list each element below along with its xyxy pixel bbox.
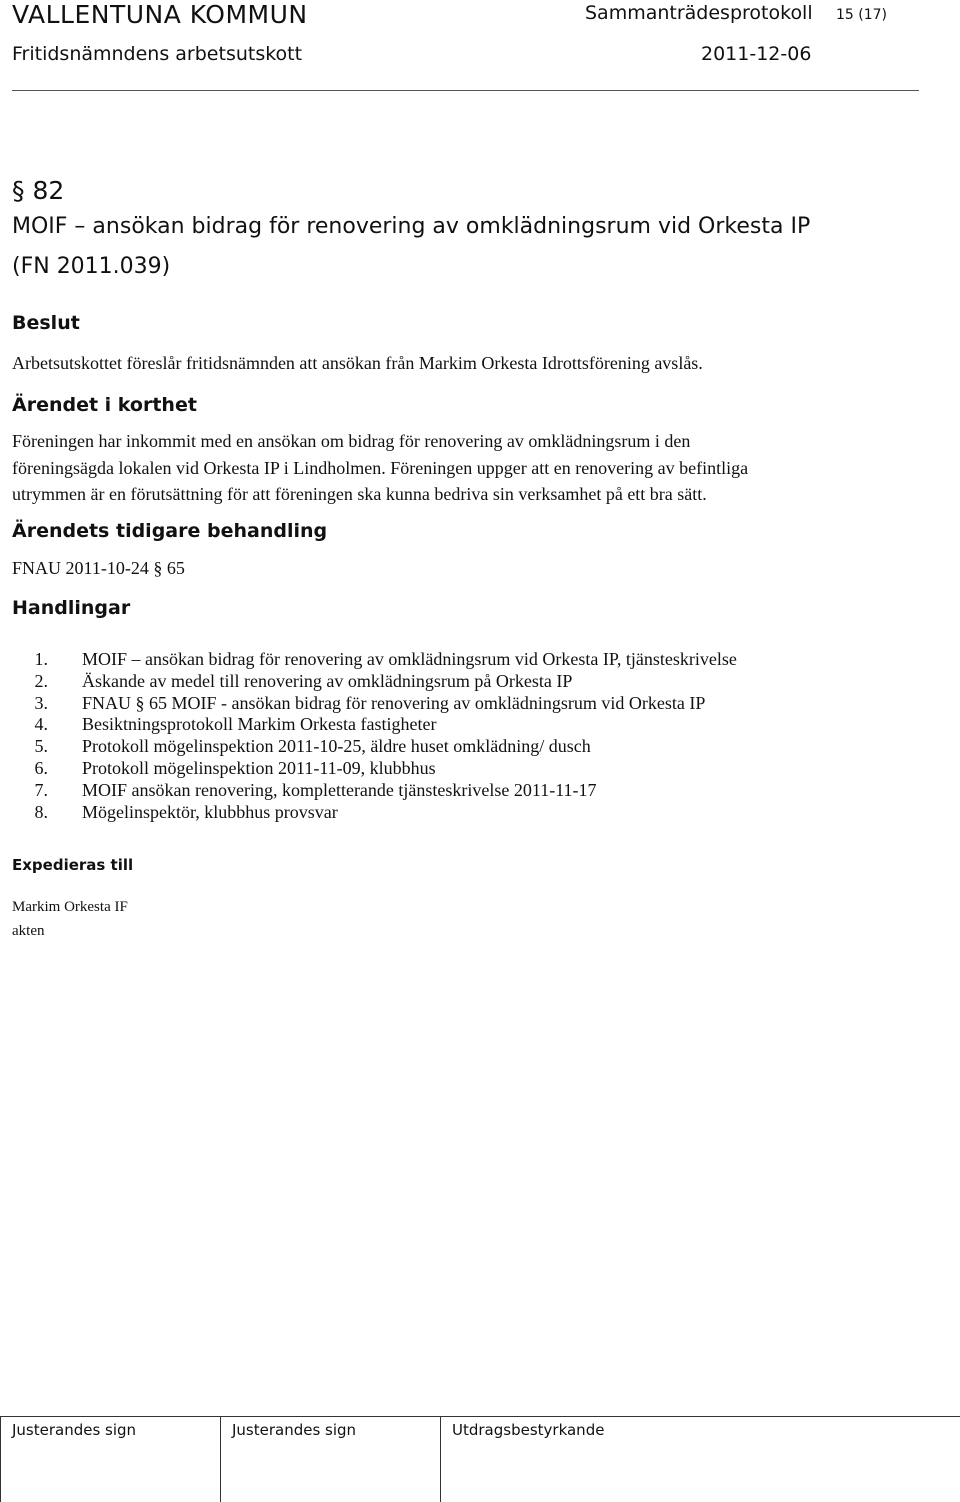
list-item-number: 1. — [34, 649, 48, 669]
list-item-number: 6. — [34, 757, 48, 778]
item-reference: (FN 2011.039) — [12, 254, 171, 279]
list-item-text: Äskande av medel till renovering av omklädningsrum på Orkesta IP — [82, 670, 573, 691]
list-item-number: 8. — [34, 801, 48, 822]
signature-box — [220, 1416, 441, 1502]
certification-box — [440, 1416, 960, 1502]
list-item-text: Mögelinspektör, klubbhus provsvar — [82, 801, 338, 822]
summary-line: Föreningen har inkommit med en ansökan om bidrag för renovering av omklädningsrum i den — [12, 431, 691, 451]
signature-footer — [0, 1416, 960, 1502]
heading-previous-handling: Ärendets tidigare behandling — [12, 520, 328, 542]
recipient: akten — [12, 923, 45, 939]
heading-summary: Ärendet i korthet — [12, 394, 197, 416]
summary-line: föreningsägda lokalen vid Orkesta IP i Lindholmen. Föreningen uppger att en renovering av befintliga — [12, 457, 749, 478]
certification-label: Utdragsbestyrkande — [452, 1421, 605, 1439]
list-item-number: 4. — [34, 714, 48, 735]
list-item-text: Protokoll mögelinspektion 2011-10-25, äldre huset omklädning/ dusch — [82, 736, 591, 757]
list-item-number: 7. — [34, 779, 48, 800]
organization-name: VALLENTUNA KOMMUN — [12, 0, 308, 29]
decision-text: Arbetsutskottet föreslår fritidsnämnden att ansökan från Markim Orkesta Idrottsförening avslås. — [12, 353, 703, 373]
distribution-list — [12, 895, 128, 943]
list-item-text: MOIF – ansökan bidrag för renovering av omklädningsrum vid Orkesta IP, tjänsteskrivelse — [82, 649, 737, 669]
list-item-number: 2. — [34, 670, 48, 691]
committee-name: Fritidsnämndens arbetsutskott — [12, 43, 303, 65]
summary-line: utrymmen är en förutsättning för att föreningen ska kunna bedriva sin verksamhet på ett bra sätt. — [12, 484, 707, 504]
list-item-text: FNAU § 65 MOIF - ansökan bidrag för renovering av omklädningsrum vid Orkesta IP — [82, 692, 706, 713]
previous-handling-text: FNAU 2011-10-24 § 65 — [12, 558, 185, 578]
heading-distribution: Expedieras till — [12, 856, 134, 874]
signature-box — [0, 1416, 221, 1502]
list-item-number: 3. — [34, 692, 48, 713]
paragraph-number: § 82 — [12, 176, 65, 205]
recipient: Markim Orkesta IF — [12, 899, 128, 915]
meeting-date: 2011-12-06 — [701, 43, 812, 65]
heading-documents: Handlingar — [12, 597, 131, 619]
item-title: MOIF – ansökan bidrag för renovering av omklädningsrum vid Orkesta IP — [12, 214, 811, 239]
list-item-text: MOIF ansökan renovering, kompletterande tjänsteskrivelse 2011-11-17 — [82, 779, 597, 800]
list-item-text: Besiktningsprotokoll Markim Orkesta fastigheter — [82, 714, 437, 735]
heading-beslut: Beslut — [12, 312, 80, 334]
header-divider — [12, 90, 919, 91]
list-item-number: 5. — [34, 736, 48, 757]
signature-label: Justerandes sign — [12, 1421, 137, 1439]
document-type: Sammanträdesprotokoll — [585, 2, 813, 24]
list-item-text: Protokoll mögelinspektion 2011-11-09, klubbhus — [82, 757, 436, 778]
signature-label: Justerandes sign — [232, 1421, 357, 1439]
page-number: 15 (17) — [836, 7, 888, 23]
summary-text — [12, 428, 912, 508]
